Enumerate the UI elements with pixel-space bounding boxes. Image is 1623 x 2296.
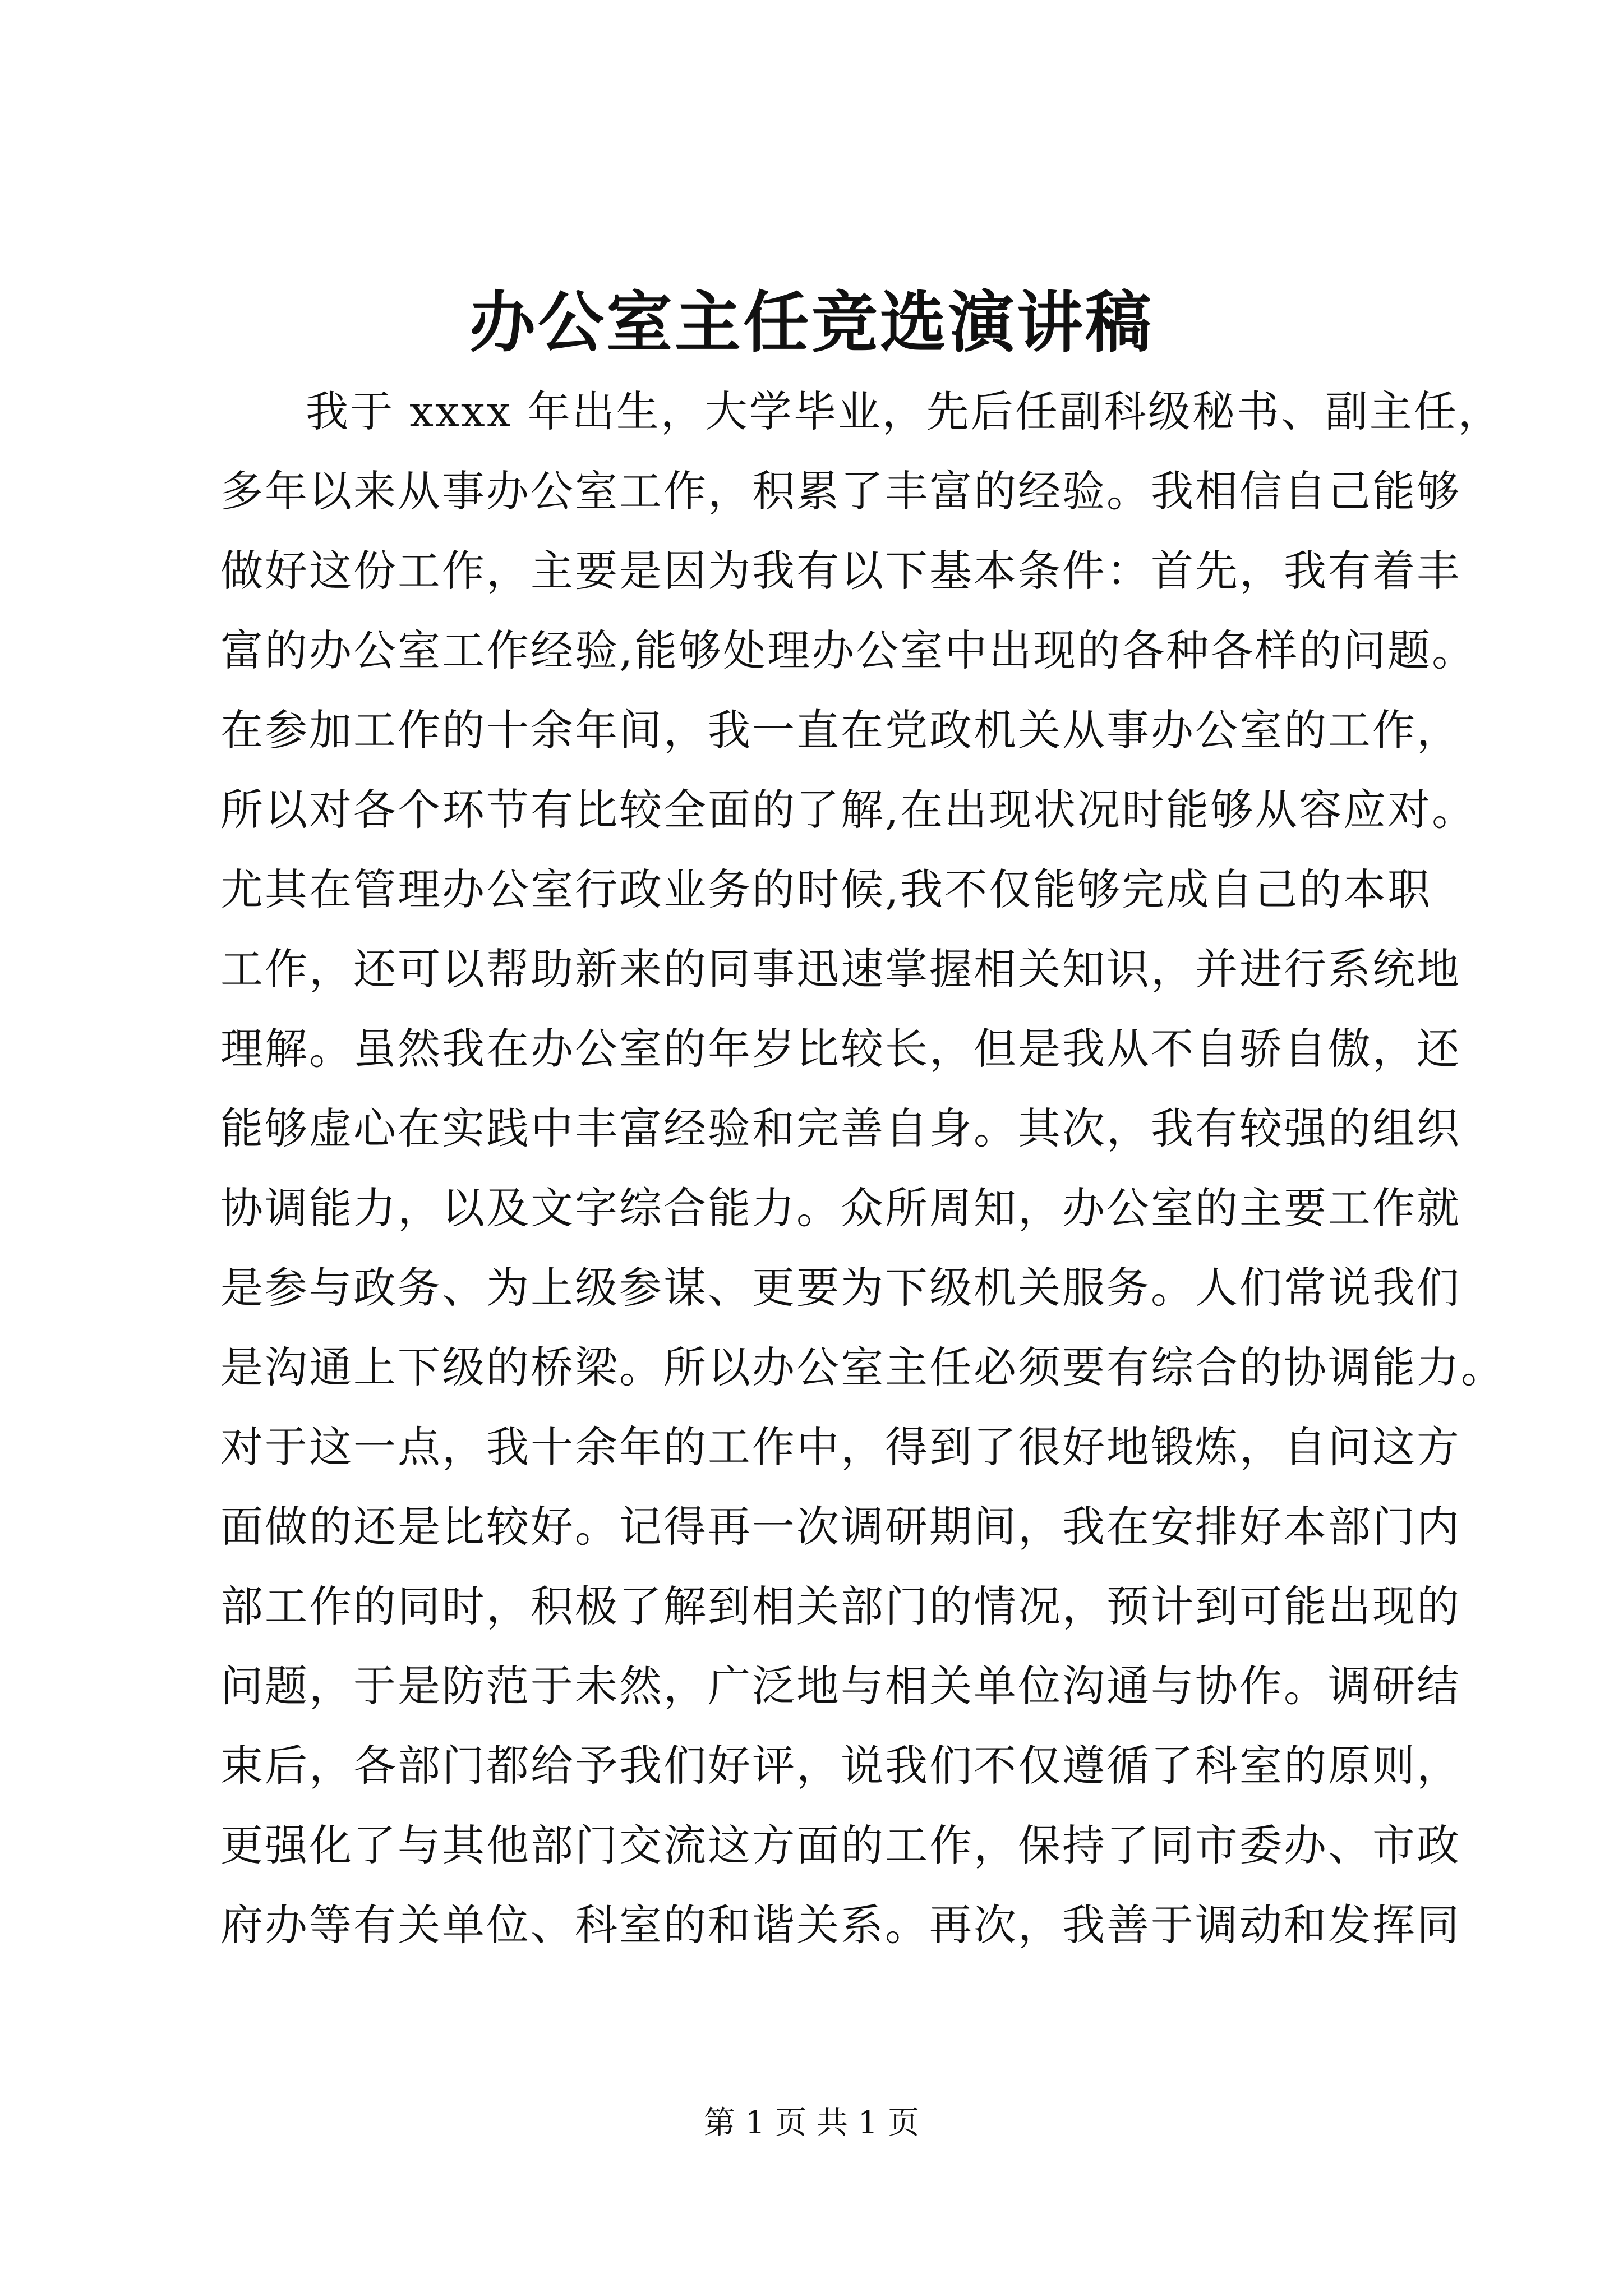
paragraph-line: 问题，于是防范于未然，广泛地与相关单位沟通与协作。调研结 <box>220 1661 1461 1711</box>
document-title: 办公室主任竞选演讲稿 <box>469 283 1154 361</box>
paragraph-line: 面做的还是比较好。记得再一次调研期间，我在安排好本部门内 <box>220 1502 1461 1552</box>
paragraph-line: 更强化了与其他部门交流这方面的工作，保持了同市委办、市政 <box>220 1820 1461 1870</box>
paragraph-line: 工作，还可以帮助新来的同事迅速掌握相关知识，并进行系统地 <box>220 944 1461 994</box>
paragraph-line: 理解。虽然我在办公室的年岁比较长，但是我从不自骄自傲，还 <box>220 1024 1461 1074</box>
paragraph-line: 所以对各个环节有比较全面的了解,在出现状况时能够从容应对。 <box>220 785 1477 835</box>
paragraph-line: 富的办公室工作经验,能够处理办公室中出现的各种各样的问题。 <box>220 625 1477 675</box>
paragraph-line: 我于 xxxx 年出生，大学毕业，先后任副科级秘书、副主任， <box>306 386 1502 436</box>
paragraph-line: 是沟通上下级的桥梁。所以办公室主任必须要有综合的协调能力。 <box>220 1342 1505 1392</box>
paragraph-line: 尤其在管理办公室行政业务的时候,我不仅能够完成自己的本职 <box>220 864 1432 914</box>
paragraph-line: 束后，各部门都给予我们好评，说我们不仅遵循了科室的原则， <box>220 1741 1461 1791</box>
paragraph-line: 部工作的同时，积极了解到相关部门的情况，预计到可能出现的 <box>220 1581 1461 1631</box>
page-footer: 第 1 页 共 1 页 <box>703 2105 920 2141</box>
paragraph-line: 多年以来从事办公室工作，积累了丰富的经验。我相信自己能够 <box>220 466 1461 516</box>
paragraph-line: 协调能力，以及文字综合能力。众所周知，办公室的主要工作就 <box>220 1183 1461 1233</box>
paragraph-line: 府办等有关单位、科室的和谐关系。再次，我善于调动和发挥同 <box>220 1900 1461 1950</box>
paragraph-line: 对于这一点，我十余年的工作中，得到了很好地锻炼，自问这方 <box>220 1422 1461 1472</box>
paragraph-line: 在参加工作的十余年间，我一直在党政机关从事办公室的工作， <box>220 705 1461 755</box>
paragraph-line: 做好这份工作，主要是因为我有以下基本条件：首先，我有着丰 <box>220 546 1461 596</box>
paragraph-line: 是参与政务、为上级参谋、更要为下级机关服务。人们常说我们 <box>220 1263 1461 1313</box>
document-body <box>220 372 1505 1965</box>
paragraph-line: 能够虚心在实践中丰富经验和完善自身。其次，我有较强的组织 <box>220 1103 1461 1153</box>
